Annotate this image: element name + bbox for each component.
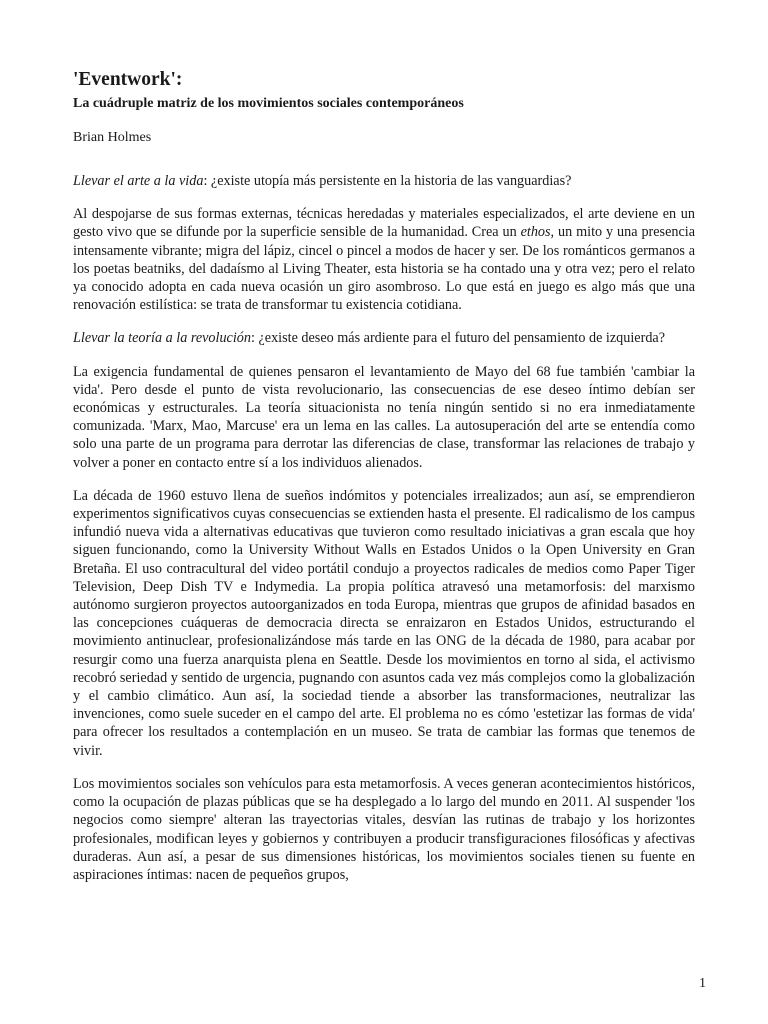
paragraph-5: La década de 1960 estuvo llena de sueños indómitos y potenciales irrealizados; aun así, se emprendieron experimentos significativos cuyas consecuencias se extienden hasta el presente. El radicalismo de los campus infundió nueva vida a alternativas educativas que tuvieron como resultado iniciativas a gran escala que hoy siguen funcionando, como la University Without Walls en Estados Unidos o la Open University en Gran Bretaña. El uso contracultural del video portátil condujo a proyectos radicales de medios como Paper Tiger Television, Deep Dish TV e Indymedia. La propia política atravesó una metamorfosis: del marxismo autónomo surgieron proyectos autoorganizados en toda Europa, mientras que grupos de afinidad basados en las concepciones cuáqueras de democracia directa se enraizaron en Estados Unidos, estructurando el movimiento antinuclear, profesionalizándose más tarde en las ONG de la década de 1980, para acabar por resurgir como una fuerza anarquista plena en Seattle. Desde los movimientos en torno al sida, el activismo recobró seriedad y sentido de urgencia, pugnando con asuntos cada vez más complejos como la globalización y el cambio climático. Aun así, la sociedad tiende a absorber las transformaciones, neutralizar las invenciones, como suele suceder en el campo del arte. El problema no es cómo 'estetizar las formas de vida' para ofrecer los resultados a contemplación en un museo. Se trata de cambiar las formas que tenemos de vivir. <box>73 487 695 759</box>
document-title: 'Eventwork': <box>73 69 183 90</box>
paragraph-3-lead: Llevar la teoría a la revolución <box>73 330 251 347</box>
paragraph-2-after: , un mito y una presencia intensamente vibrante; migra del lápiz, cincel o pincel a modos de hacer y ser. De los románticos germanos a los poetas beatniks, del dadaísmo al Living Theater, esta historia se ha contado una y otra vez; pero el relato ya conocido adopta en cada nueva ocasión un giro asombroso. Lo que está en juego es algo más que una renovación estilística: se trata de transformar tu existencia cotidiana. <box>73 224 696 314</box>
paragraph-6: Los movimientos sociales son vehículos para esta metamorfosis. A veces generan acontecimientos históricos, como la ocupación de plazas públicas que se ha desplegado a lo largo del mundo en 2011. Al suspender 'los negocios como siempre' alteran las trayectorias vitales, desvían las rutinas de trabajo y los horizontes profesionales, modifican leyes y gobiernos y contribuyen a producir transfiguraciones filosóficas y afectivas duraderas. Aun así, a pesar de sus dimensiones históricas, los movimientos sociales tienen su fuente en aspiraciones íntimas: nacen de pequeños grupos, <box>73 775 695 883</box>
paragraph-2-emphasis: ethos <box>520 224 551 241</box>
paragraph-1-lead: Llevar el arte a la vida <box>73 173 204 189</box>
document-page <box>73 68 695 884</box>
paragraph-2-before: Al despojarse de sus formas externas, técnicas heredadas y materiales especializados, el arte deviene en un gesto vivo que se difunde por la superficie sensible de la humanidad. Crea un <box>73 206 695 241</box>
document-subtitle: La cuádruple matriz de los movimientos sociales contemporáneos <box>73 96 464 111</box>
paragraph-3-text: : ¿existe deseo más ardiente para el futuro del pensamiento de izquierda? <box>250 330 666 347</box>
paragraph-1 <box>73 172 695 190</box>
paragraph-3 <box>73 329 695 347</box>
paragraph-2 <box>73 205 695 314</box>
author-name: Brian Holmes <box>73 130 152 145</box>
page-number: 1 <box>699 976 706 991</box>
paragraph-1-text: : ¿existe utopía más persistente en la historia de las vanguardias? <box>203 173 572 189</box>
paragraph-4: La exigencia fundamental de quienes pensaron el levantamiento de Mayo del 68 fue también 'cambiar la vida'. Pero desde el punto de vista revolucionario, las consecuencias de ese deseo íntimo debían ser económicas y estructurales. La teoría situacionista no tenía ningún sentido si no era inmediatamente comunizada. 'Marx, Mao, Marcuse' era un lema en las calles. La autosuperación del arte se entendía como solo una parte de un programa para derrotar las diferencias de clase, transformar las relaciones de trabajo y volver a poner en contacto entre sí a los individuos alienados. <box>73 363 695 471</box>
